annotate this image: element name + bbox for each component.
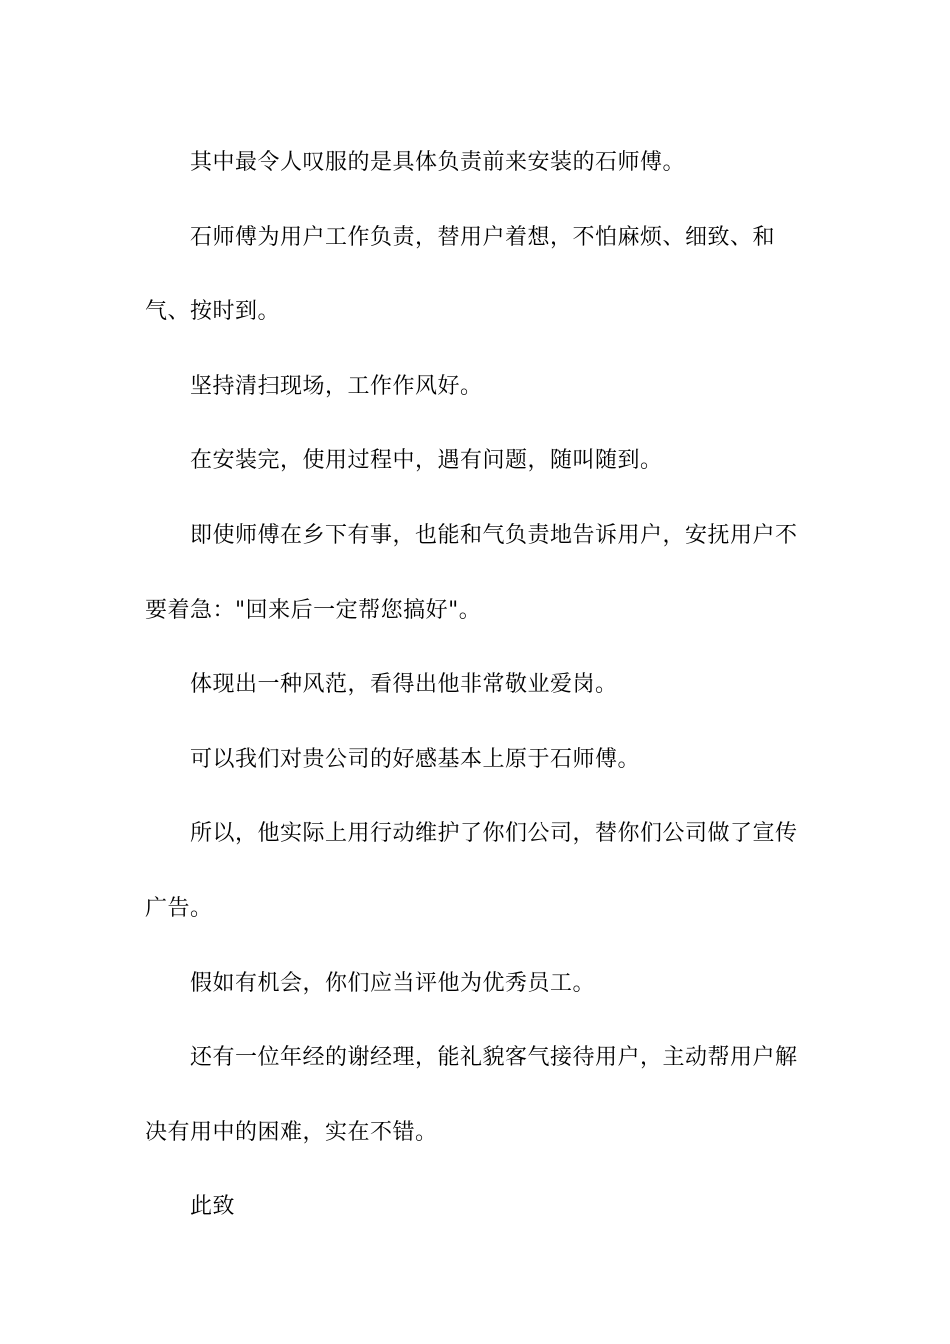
paragraph-1: 其中最令人叹服的是具体负责前来安装的石师傅。 [190, 150, 686, 175]
paragraph-10: 还有一位年经的谢经理，能礼貌客气接待用户，主动帮用户解决有用中的困难，实在不错。 [145, 1045, 798, 1145]
paragraph-7: 可以我们对贵公司的好感基本上原于石师傅。 [190, 746, 641, 772]
paragraph-3: 坚持清扫现场，工作作风好。 [190, 373, 483, 399]
paragraph-6: 体现出一种风范，看得出他非常敬业爱岗。 [190, 672, 618, 698]
paragraph-9: 假如有机会，你们应当评他为优秀员工。 [190, 970, 596, 996]
paragraph-5: 即使师傅在乡下有事，也能和气负责地告诉用户，安抚用户不要着急："回来后一定帮您搞好"。 [145, 522, 798, 623]
closing-salutation: 此致 [190, 1194, 236, 1220]
paragraph-4: 在安装完，使用过程中，遇有问题，随叫随到。 [190, 448, 663, 474]
paragraph-8: 所以，他实际上用行动维护了你们公司，替你们公司做了宣传广告。 [145, 821, 798, 921]
letter-body [145, 126, 815, 1245]
paragraph-2: 石师傅为用户工作负责，替用户着想，不怕麻烦、细致、和气、按时到。 [145, 224, 776, 325]
